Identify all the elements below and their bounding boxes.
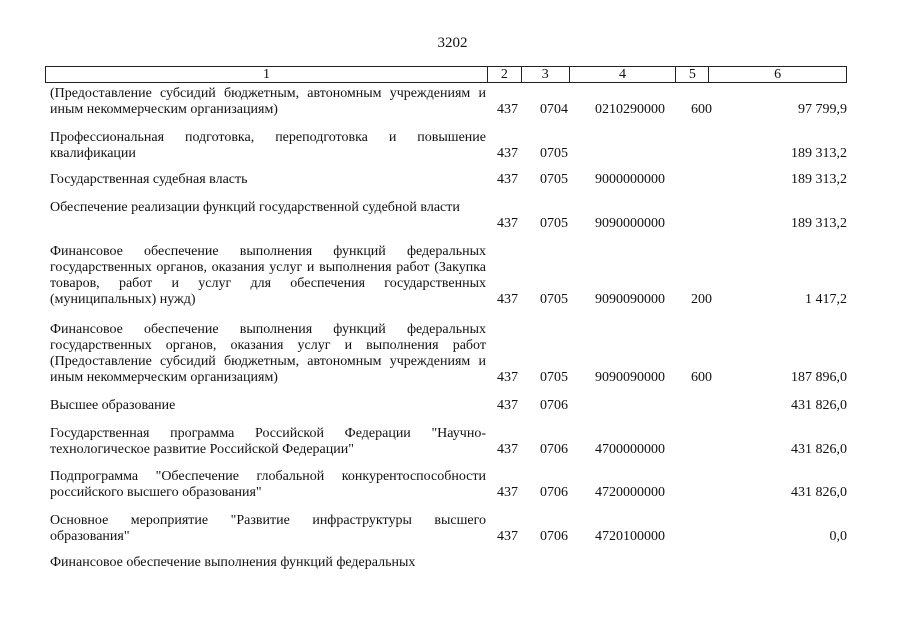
row-subsection-code: 0704 [540, 102, 568, 117]
row-section-code: 437 [497, 172, 518, 187]
row-description: Основное мероприятие "Развитие инфраструктуры высшего образования" [50, 513, 486, 544]
row-subsection-code: 0706 [540, 398, 568, 413]
row-subsection-code: 0705 [540, 146, 568, 161]
row-description: Финансовое обеспечение выполнения функций федеральных государственных органов, оказания услуг и выполнения работ (Предоставление субсидий бюджетным, автономным учреждениям и иным некоммерческим организациям) [50, 322, 486, 385]
row-subsection-code: 0705 [540, 216, 568, 231]
table-row [50, 130, 847, 162]
row-subsection-code: 0706 [540, 442, 568, 457]
row-subsection-code: 0706 [540, 529, 568, 544]
row-target-article: 9090090000 [595, 370, 665, 385]
row-section-code: 437 [497, 529, 518, 544]
row-subsection-code: 0705 [540, 172, 568, 187]
table-row [50, 244, 847, 308]
row-amount: 189 313,2 [791, 216, 847, 231]
table-row [50, 398, 847, 414]
table-row [50, 426, 847, 458]
row-target-article: 4700000000 [595, 442, 665, 457]
row-target-article: 9090000000 [595, 216, 665, 231]
table-header [45, 66, 847, 83]
row-expense-type: 600 [691, 370, 712, 385]
table-row [50, 86, 847, 118]
row-description: Подпрограмма "Обеспечение глобальной конкурентоспособности российского высшего образования" [50, 469, 486, 500]
row-amount: 1 417,2 [805, 292, 847, 307]
row-description: (Предоставление субсидий бюджетным, автономным учреждениям и иным некоммерческим организациям) [50, 86, 486, 117]
row-amount: 431 826,0 [791, 485, 847, 500]
row-target-article: 9090090000 [595, 292, 665, 307]
table-row [50, 200, 847, 232]
row-amount: 431 826,0 [791, 398, 847, 413]
row-amount: 0,0 [829, 529, 847, 544]
row-description: Финансовое обеспечение выполнения функций федеральных государственных органов, оказания услуг и выполнения работ (Закупка товаров, работ и услуг для обеспечения государственных (муниципальных) нужд) [50, 244, 486, 307]
column-header-2: 2 [488, 67, 522, 82]
row-description: Государственная программа Российской Федерации "Научно-технологическое развитие Российской Федерации" [50, 426, 486, 457]
row-section-code: 437 [497, 370, 518, 385]
page-number: 3202 [437, 35, 468, 51]
row-section-code: 437 [497, 485, 518, 500]
row-description: Государственная судебная власть [50, 172, 248, 187]
row-section-code: 437 [497, 216, 518, 231]
row-section-code: 437 [497, 398, 518, 413]
row-section-code: 437 [497, 292, 518, 307]
column-header-5: 5 [676, 67, 709, 82]
column-header-3: 3 [522, 67, 570, 82]
row-target-article: 4720000000 [595, 485, 665, 500]
row-target-article: 9000000000 [595, 172, 665, 187]
row-target-article: 4720100000 [595, 529, 665, 544]
row-amount: 189 313,2 [791, 172, 847, 187]
table-row [50, 322, 847, 386]
column-header-1: 1 [46, 67, 488, 82]
row-description: Финансовое обеспечение выполнения функций федеральных [50, 555, 416, 570]
row-amount: 189 313,2 [791, 146, 847, 161]
row-subsection-code: 0705 [540, 292, 568, 307]
row-description: Обеспечение реализации функций государственной судебной власти [50, 200, 460, 215]
row-amount: 187 896,0 [791, 370, 847, 385]
row-expense-type: 200 [691, 292, 712, 307]
table-row [50, 469, 847, 501]
row-subsection-code: 0706 [540, 485, 568, 500]
row-section-code: 437 [497, 102, 518, 117]
row-amount: 97 799,9 [798, 102, 847, 117]
row-expense-type: 600 [691, 102, 712, 117]
table-row [50, 555, 847, 571]
table-row [50, 172, 847, 188]
row-section-code: 437 [497, 146, 518, 161]
row-section-code: 437 [497, 442, 518, 457]
row-subsection-code: 0705 [540, 370, 568, 385]
column-header-6: 6 [774, 67, 782, 82]
column-header-4: 4 [570, 67, 677, 82]
row-target-article: 0210290000 [595, 102, 665, 117]
row-amount: 431 826,0 [791, 442, 847, 457]
row-description: Высшее образование [50, 398, 176, 413]
row-description: Профессиональная подготовка, переподготовка и повышение квалификации [50, 130, 486, 161]
table-row [50, 513, 847, 545]
